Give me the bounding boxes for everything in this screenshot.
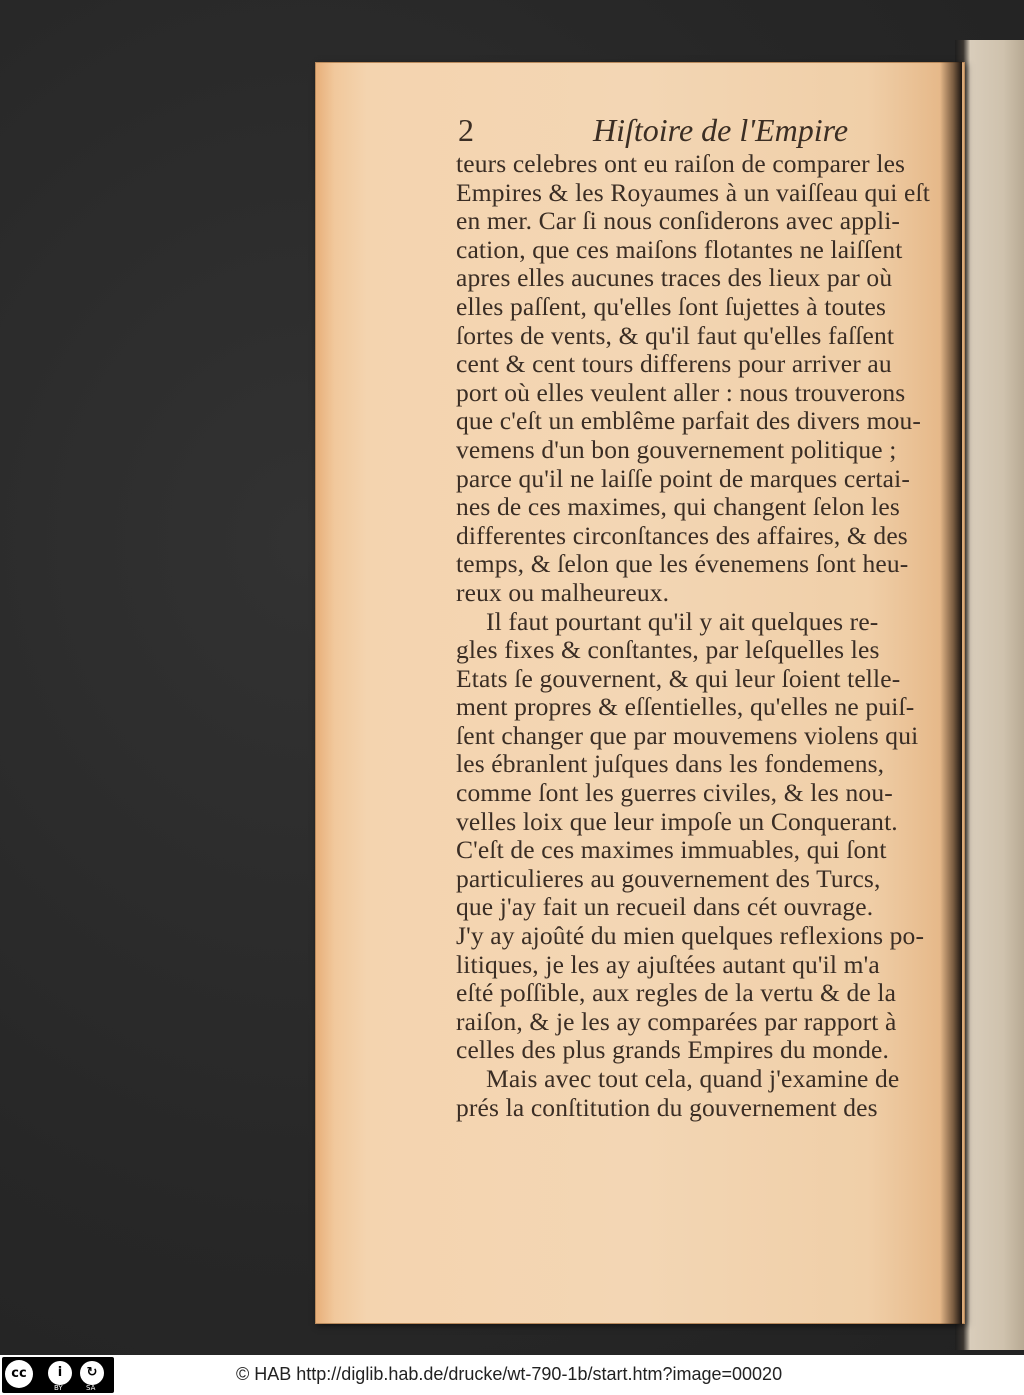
text-line: cation, que ces maiſons flotantes ne laiſſent [456, 235, 903, 264]
text-line: cent & cent tours differens pour arriver au [456, 350, 892, 379]
facing-page-edge [955, 40, 1024, 1350]
text-line: que c'eſt un emblême parfait des divers mou- [456, 407, 922, 436]
footer-bar [0, 1355, 1024, 1395]
text-line: comme ſont les guerres civiles, & les nou- [456, 779, 893, 808]
text-line: Mais avec tout cela, quand j'examine de [486, 1065, 900, 1093]
sa-label: SA [86, 1384, 96, 1392]
by-label: BY [54, 1384, 63, 1392]
text-line: vemens d'un bon gouvernement politique ; [456, 435, 897, 464]
text-line: elles paſſent, qu'elles ſont ſujettes à toutes [456, 292, 887, 321]
text-line: temps, & ſelon que les évenemens ſont heu- [456, 550, 909, 579]
text-line: ment propres & eſſentielles, qu'elles ne puiſ- [456, 693, 915, 722]
text-line: ſortes de vents, & qu'il faut qu'elles faſſent [456, 321, 895, 350]
credit-link[interactable]: © HAB http://diglib.hab.de/drucke/wt-790-1b/start.htm?image=00020 [236, 1364, 783, 1384]
text-line: Etats ſe gouvernent, & qui leur ſoient telle- [456, 664, 901, 693]
text-line: nes de ces maximes, qui changent ſelon les [456, 493, 900, 522]
text-line: parce qu'il ne laiſſe point de marques certai- [456, 464, 911, 493]
text-line: teurs celebres ont eu raiſon de comparer les [456, 150, 906, 178]
text-line: apres elles aucunes traces des lieux par où [456, 264, 893, 293]
text-line: port où elles veulent aller : nous trouverons [456, 378, 906, 407]
cc-icon: cc [5, 1360, 33, 1388]
attribution-icon: i [48, 1361, 72, 1385]
text-line: velles loix que leur impoſe un Conquerant. [456, 807, 898, 836]
text-line: Il faut pourtant qu'il y ait quelques re- [486, 607, 879, 636]
text-line: raiſon, & je les ay comparées par rapport à [456, 1007, 897, 1036]
text-line: differentes circonſtances des affaires, & des [456, 521, 908, 550]
text-line: les ébranlent juſques dans les fondemens, [456, 750, 885, 779]
running-title: Hiſtoire de l'Empire [593, 112, 849, 148]
text-line: en mer. Car ſi nous conſiderons avec appli- [456, 207, 901, 236]
text-line: C'eſt de ces maximes immuables, qui ſont [456, 836, 887, 865]
text-line: Empires & les Royaumes à un vaiſſeau qui eſt [456, 178, 930, 207]
cc-by-sa-icon[interactable] [2, 1357, 114, 1393]
share-alike-icon: ↻ [80, 1361, 104, 1385]
page-text [456, 150, 956, 1122]
text-line: que j'ay fait un recueil dans cét ouvrage. [456, 893, 874, 922]
text-line: prés la conſtitution du gouvernement des [456, 1093, 878, 1122]
page-number: 2 [458, 112, 474, 148]
text-line: ſent changer que par mouvemens violens qui [456, 721, 919, 750]
text-line: J'y ay ajoûté du mien quelques reflexions po- [456, 922, 925, 951]
text-line: reux ou malheureux. [456, 578, 670, 607]
text-line: litiques, je les ay ajuſtées autant qu'il m'a [456, 950, 880, 979]
text-line: particulieres au gouvernement des Turcs, [456, 864, 881, 893]
text-line: celles des plus grands Empires du monde. [456, 1036, 890, 1065]
text-line: gles fixes & conſtantes, par leſquelles les [456, 636, 880, 665]
text-line: eſté poſſible, aux regles de la vertu & de la [456, 979, 897, 1008]
